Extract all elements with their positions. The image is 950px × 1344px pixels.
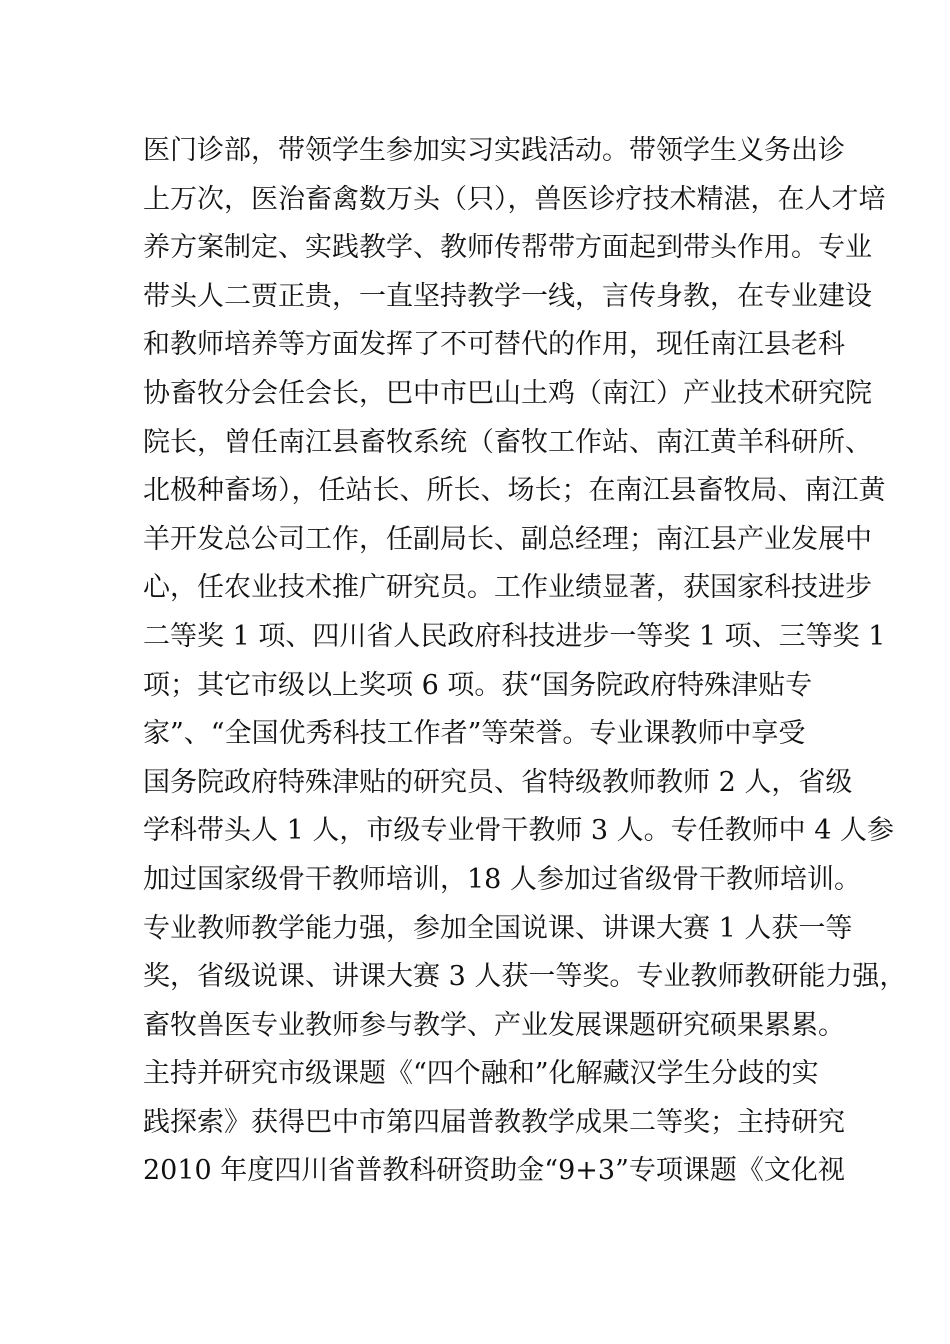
text-line-5: 和教师培养等方面发挥了不可替代的作用，现任南江县老科 (143, 329, 845, 361)
text-line-15: 学科带头人 1 人，市级专业骨干教师 3 人。专任教师中 4 人参 (143, 815, 895, 847)
text-line-19: 畜牧兽医专业教师参与教学、产业发展课题研究硕果累累。 (143, 1009, 845, 1041)
text-line-21: 践探索》获得巴中市第四届普教教学成果二等奖；主持研究 (143, 1106, 845, 1138)
text-line-11: 二等奖 1 项、四川省人民政府科技进步一等奖 1 项、三等奖 1 (143, 620, 886, 652)
text-line-16: 加过国家级骨干教师培训，18 人参加过省级骨干教师培训。 (143, 863, 861, 895)
text-line-6: 协畜牧分会任会长，巴中市巴山土鸡（南江）产业技术研究院 (143, 377, 872, 409)
text-line-4: 带头人二贾正贵，一直坚持教学一线，言传身教，在专业建设 (143, 280, 872, 312)
text-line-14: 国务院政府特殊津贴的研究员、省特级教师教师 2 人，省级 (143, 766, 853, 798)
text-line-8: 北极种畜场），任站长、所长、场长；在南江县畜牧局、南江黄 (143, 475, 886, 507)
text-line-1: 医门诊部，带领学生参加实习实践活动。带领学生义务出诊 (143, 135, 845, 166)
text-line-7: 院长，曾任南江县畜牧系统（畜牧工作站、南江黄羊科研所、 (143, 426, 872, 458)
text-line-2: 上万次，医治畜禽数万头（只），兽医诊疗技术精湛，在人才培 (143, 183, 886, 215)
text-line-22: 2010 年度四川省普教科研资助金“9+3”专项课题《文化视 (143, 1155, 845, 1187)
text-line-9: 羊开发总公司工作，任副局长、副总经理；南江县产业发展中 (143, 523, 872, 555)
text-line-3: 养方案制定、实践教学、教师传帮带方面起到带头作用。专业 (143, 232, 872, 264)
text-line-18: 奖，省级说课、讲课大赛 3 人获一等奖。专业教师教研能力强， (143, 961, 907, 993)
text-line-20: 主持并研究市级课题《“四个融和”化解藏汉学生分歧的实 (143, 1058, 819, 1090)
text-line-10: 心，任农业技术推广研究员。工作业绩显著，获国家科技进步 (143, 572, 872, 604)
text-line-13: 家”、“全国优秀科技工作者”等荣誉。专业课教师中享受 (143, 718, 806, 750)
text-line-17: 专业教师教学能力强，参加全国说课、讲课大赛 1 人获一等 (143, 912, 853, 944)
text-line-12: 项；其它市级以上奖项 6 项。获“国务院政府特殊津贴专 (143, 669, 813, 701)
body-paragraph (143, 127, 907, 1196)
